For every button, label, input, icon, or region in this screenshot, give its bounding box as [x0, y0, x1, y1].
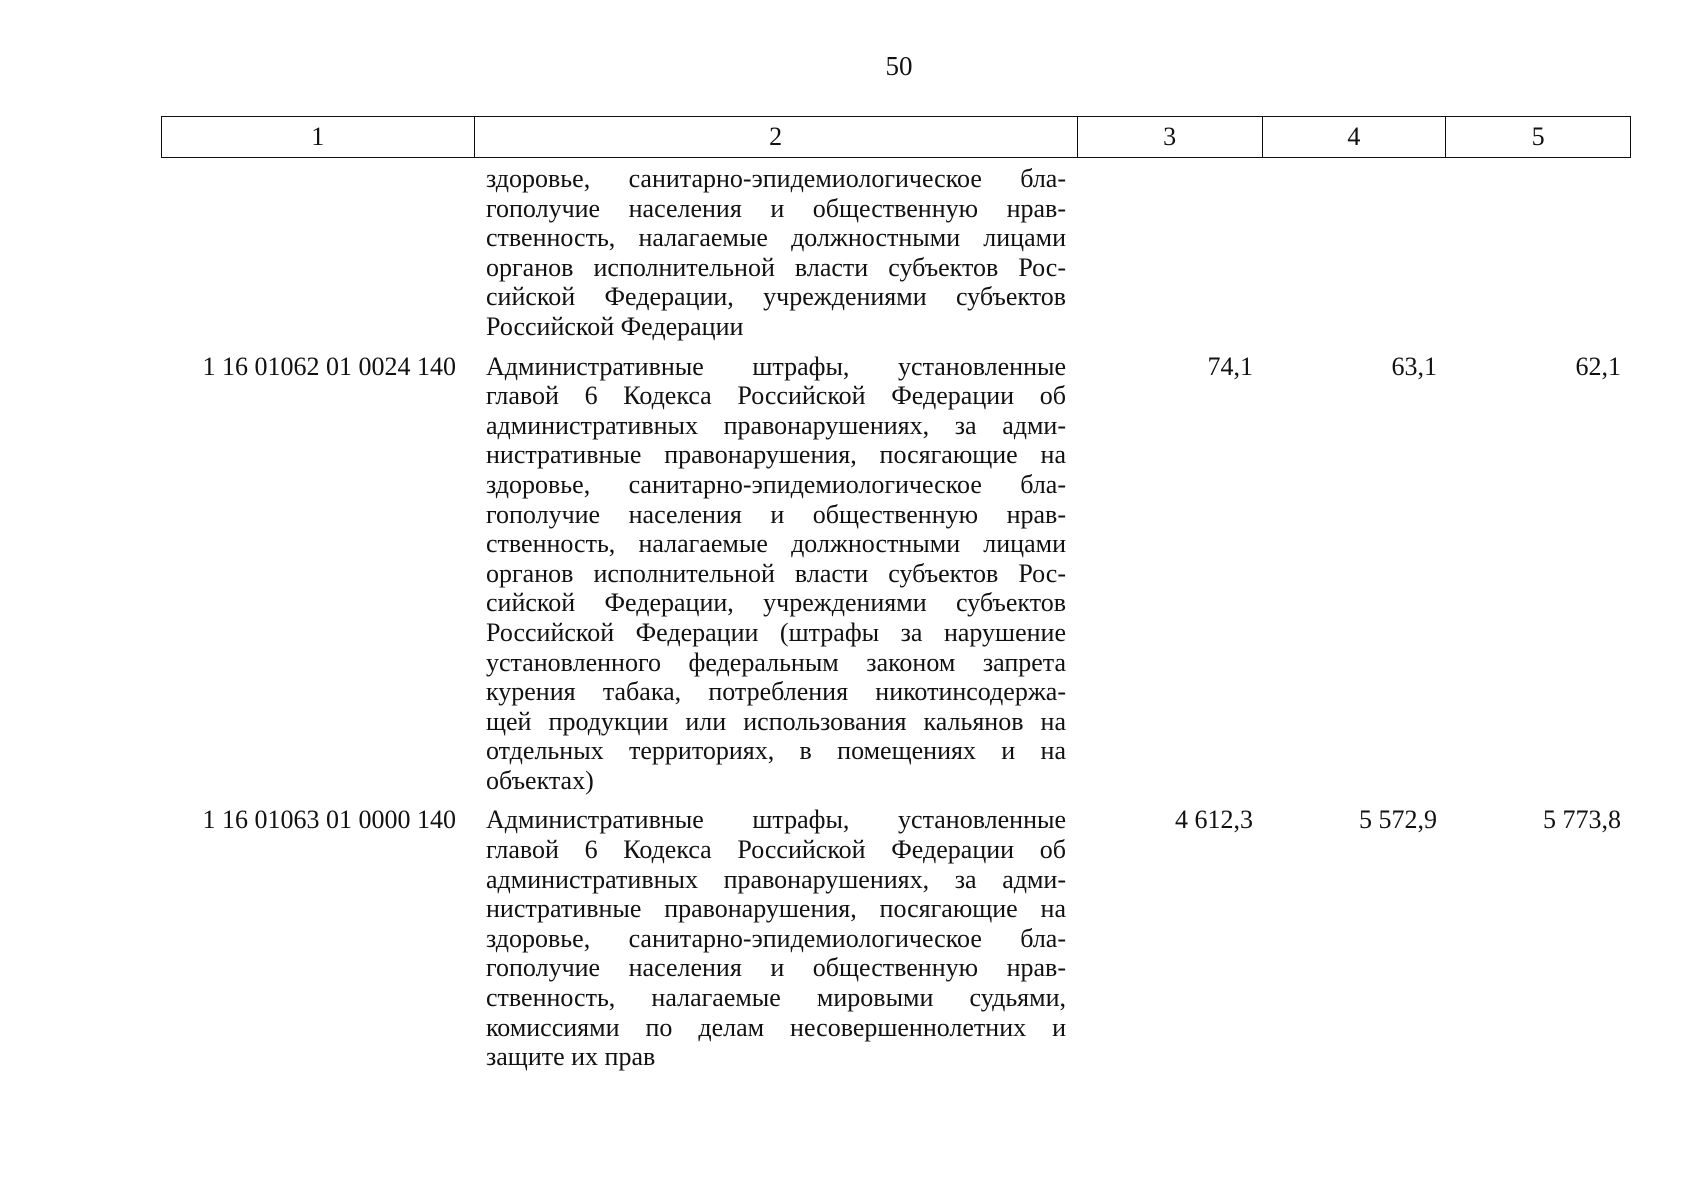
description-line: ственность, налагаемые должностными лицами: [486, 223, 1066, 253]
value-col-5: 5 773,8: [1543, 805, 1621, 835]
page-number: 50: [885, 51, 913, 81]
value-col-5: 62,1: [1575, 351, 1621, 381]
description-line: сийской Федерации, учреждениями субъектов: [486, 588, 1066, 618]
description-line: комиссиями по делам несовершеннолетних и: [486, 1012, 1066, 1042]
description-line: органов исполнительной власти субъектов Рос-: [486, 558, 1066, 588]
description-line: здоровье, санитарно-эпидемиологическое бла-: [486, 469, 1066, 499]
description-line: курения табака, потребления никотинсодержа-: [486, 677, 1066, 707]
description-line: здоровье, санитарно-эпидемиологическое бла-: [486, 164, 1066, 193]
description-line: гополучие населения и общественную нрав-: [486, 193, 1066, 223]
value-col-3: 74,1: [1207, 351, 1253, 381]
description-line: главой 6 Кодекса Российской Федерации об: [486, 381, 1066, 411]
value-col-4: 63,1: [1391, 351, 1437, 381]
description-line: Российской Федерации (штрафы за нарушение: [486, 617, 1066, 647]
value-col-4: 5 572,9: [1359, 805, 1437, 835]
description-line: Российской Федерации: [486, 311, 744, 341]
description-line: административных правонарушениях, за адми-: [486, 864, 1066, 894]
description-line: щей продукции или использования кальянов на: [486, 706, 1066, 736]
description-line: главой 6 Кодекса Российской Федерации об: [486, 835, 1066, 865]
table-row: [161, 805, 1631, 1071]
table-header-row: [161, 116, 1631, 158]
description-line: административных правонарушениях, за адми-: [486, 410, 1066, 440]
header-col-5: 5: [1531, 122, 1545, 151]
description-line: гополучие населения и общественную нрав-: [486, 953, 1066, 983]
description-line: органов исполнительной власти субъектов Рос-: [486, 252, 1066, 282]
row-description: [474, 805, 1078, 1071]
description-line: сийской Федерации, учреждениями субъектов: [486, 282, 1066, 312]
header-col-3: 3: [1078, 117, 1263, 157]
description-line: здоровье, санитарно-эпидемиологическое бла-: [486, 923, 1066, 953]
description-line: нистративные правонарушения, посягающие на: [486, 440, 1066, 470]
header-col-4: 4: [1263, 117, 1447, 157]
description-line: Административные штрафы, установленные: [486, 805, 1066, 835]
description-line: ственность, налагаемые должностными лицами: [486, 529, 1066, 559]
table-row: [161, 164, 1631, 342]
description-line: отдельных территориях, в помещениях и на: [486, 736, 1066, 766]
row-code: 1 16 01063 01 0000 140: [202, 805, 456, 835]
header-col-1: 1: [162, 117, 475, 157]
description-line: гополучие населения и общественную нрав-: [486, 499, 1066, 529]
description-line: Административные штрафы, установленные: [486, 351, 1066, 381]
description-line: нистративные правонарушения, посягающие на: [486, 894, 1066, 924]
budget-table: [161, 116, 1631, 1072]
description-line: установленного федеральным законом запрета: [486, 647, 1066, 677]
description-line: защите их прав: [486, 1042, 656, 1072]
row-code: 1 16 01062 01 0024 140: [202, 351, 456, 381]
description-line: ственность, налагаемые мировыми судьями,: [486, 983, 1066, 1013]
table-row: [161, 352, 1631, 796]
row-description: [474, 164, 1078, 342]
description-line: объектах): [486, 765, 594, 795]
row-description: [474, 352, 1078, 796]
header-col-2: 2: [475, 117, 1078, 157]
value-col-3: 4 612,3: [1175, 805, 1253, 835]
